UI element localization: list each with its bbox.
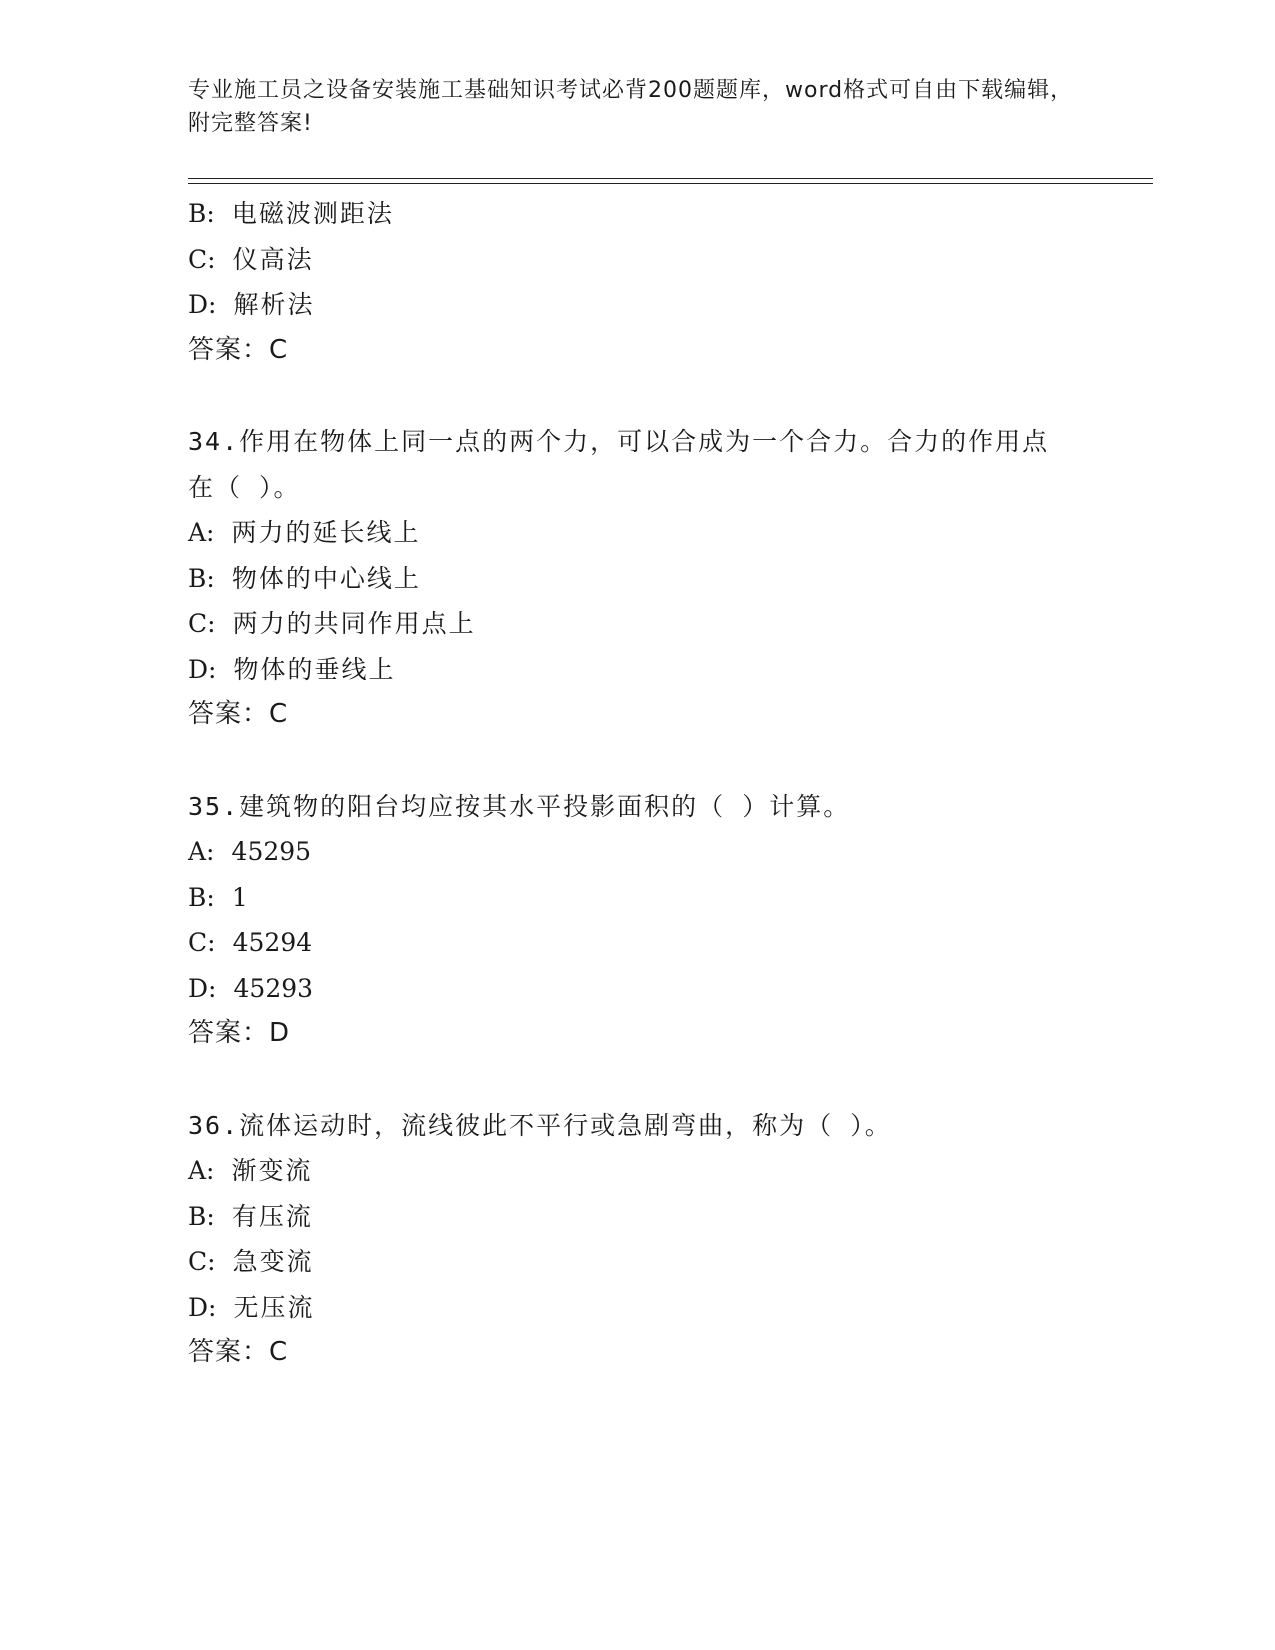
question-list [188,191,1088,1376]
option-text: 物体的垂线上 [233,654,396,684]
option-label: D: [188,973,217,1003]
question-stem: 35.建筑物的阳台均应按其水平投影面积的（ ）计算。 [188,791,851,821]
spacer [188,738,1088,784]
option-c [188,601,1088,647]
question-stem: 36.流体运动时，流线彼此不平行或急剧弯曲，称为（ ）。 [188,1110,892,1140]
question-block-partial [188,191,1088,373]
option-label: A: [188,518,215,547]
option-text: 物体的中心线上 [231,563,421,593]
option-label: D: [188,1292,217,1322]
option-text: 渐变流 [231,1156,313,1185]
option-text: 两力的延长线上 [231,518,421,547]
option-text: 两力的共同作用点上 [232,609,476,638]
option-d [188,966,1088,1012]
option-label: C: [188,244,216,274]
option-b [188,556,1088,602]
option-label: B: [188,563,215,593]
answer-line: 答案：D [188,1018,291,1048]
option-a [188,1148,1088,1194]
question-block-34 [188,419,1088,738]
option-text: 急变流 [232,1247,314,1276]
option-c [188,1239,1088,1285]
question-block-35 [188,784,1088,1057]
option-text: 仪高法 [232,244,314,274]
option-a [188,510,1088,556]
answer-line: 答案：C [188,699,289,729]
option-label: D: [188,654,217,684]
option-label: B: [188,1201,215,1231]
option-label: B: [188,199,215,228]
document-header [188,74,1088,140]
option-text: 45294 [232,928,313,957]
spacer [188,1057,1088,1103]
answer-line: 答案：C [188,1337,289,1367]
option-d [188,1285,1088,1331]
option-c [188,237,1088,283]
option-d [188,282,1088,328]
option-b [188,1194,1088,1240]
option-text: 解析法 [233,290,315,319]
option-label: C: [188,928,216,957]
option-b [188,875,1088,921]
header-title: 专业施工员之设备安装施工基础知识考试必背200题题库，word格式可自由下载编辑，附完整答案! [188,78,1074,136]
option-label: C: [188,1247,216,1276]
header-rule-bottom [188,183,1153,184]
question-stem: 34.作用在物体上同一点的两个力，可以合成为一个合力。合力的作用点在（ ）。 [188,427,1050,502]
spacer [188,373,1088,419]
option-label: A: [188,1156,215,1185]
answer-line: 答案：C [188,334,289,365]
option-text: 45293 [233,973,314,1003]
option-label: C: [188,609,216,638]
question-block-36 [188,1103,1088,1376]
option-text: 45295 [231,837,312,866]
option-text: 电磁波测距法 [231,199,394,228]
option-label: A: [188,837,215,866]
option-text: 有压流 [231,1201,313,1231]
option-text: 无压流 [233,1292,315,1322]
option-text: 1 [231,882,248,912]
option-c [188,920,1088,966]
option-label: B: [188,882,215,912]
option-a [188,829,1088,875]
option-label: D: [188,290,217,319]
option-d [188,647,1088,693]
header-rule-top [188,178,1153,179]
option-b [188,191,1088,237]
